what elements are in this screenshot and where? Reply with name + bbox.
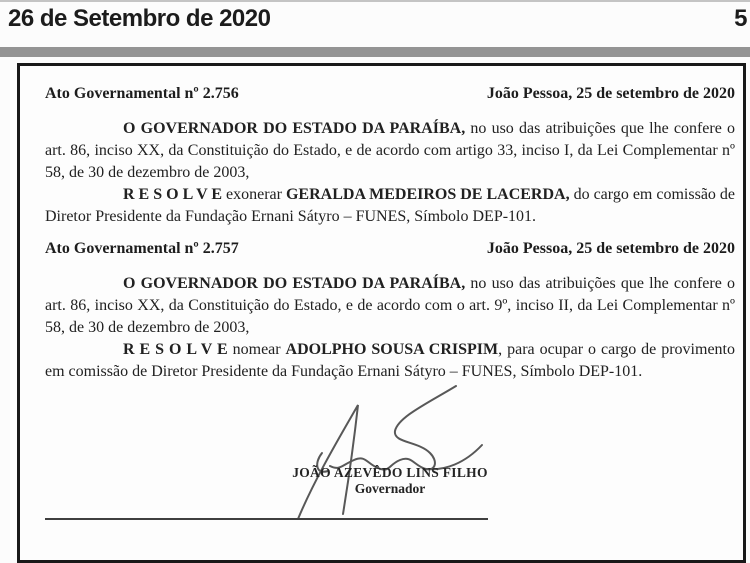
text-segment: GERALDA MEDEIROS DE LACERDA, [285, 186, 574, 203]
text-segment: no uso das atribuições que lhe confere o art. 86, inciso XX, da Constituição do Estado, e de acordo com o art. 9º, inciso II, da Lei Complementar nº 58, de 30 de dezembro de 2003, [45, 275, 735, 336]
act-2-header [45, 240, 735, 257]
text-segment: no uso das atribuições que lhe confere o art. 86, inciso XX, da Constituição do Estado, e de acordo com artigo 33, inciso I, da Lei Complementar nº 58, de 30 de dezembro de 2003, [45, 120, 735, 181]
act-1-paragraph-2 [45, 184, 735, 228]
text-segment: nomear [232, 341, 286, 358]
page-header [8, 5, 747, 33]
text-segment: R E S O L V E [123, 341, 233, 358]
signature-block [45, 383, 735, 524]
act-2 [45, 240, 735, 383]
act-2-place-date: João Pessoa, 25 de setembro de 2020 [486, 240, 735, 257]
act-2-paragraph-2 [45, 339, 735, 383]
act-2-paragraph-1 [45, 273, 735, 339]
act-2-title: Ato Governamental nº 2.757 [45, 240, 239, 257]
act-1-title: Ato Governamental nº 2.756 [45, 85, 239, 102]
header-date: 26 de Setembro de 2020 [8, 5, 271, 32]
signature-role: Governador [354, 481, 426, 496]
text-segment: exonerar [226, 186, 286, 203]
text-segment: R E S O L V E [123, 186, 227, 203]
text-segment: , para ocupar o cargo de provimento em comissão de Diretor Presidente da Fundação Ernani Sátyro – FUNES, Símbolo DEP-101. [45, 341, 735, 380]
top-hairline [0, 0, 750, 2]
text-segment: do cargo em comissão de Diretor Presidente da Fundação Ernani Sátyro – FUNES, Símbolo DEP-101. [45, 186, 736, 225]
signature-name: JOÃO AZEVÊDO LINS FILHO [292, 465, 488, 480]
header-page-number: 5 [734, 5, 747, 32]
text-segment: O GOVERNADOR DO ESTADO DA PARAÍBA, [123, 275, 471, 292]
text-segment: ADOLPHO SOUSA CRISPIM [285, 341, 499, 358]
next-section-top-rule [45, 518, 488, 520]
act-1-place-date: João Pessoa, 25 de setembro de 2020 [486, 85, 735, 102]
act-1-paragraph-1 [45, 118, 735, 184]
text-segment: O GOVERNADOR DO ESTADO DA PARAÍBA, [123, 120, 471, 137]
document-box [17, 63, 746, 563]
act-1-header [45, 85, 735, 102]
signature-scribble-icon [270, 383, 510, 523]
header-divider-bar [0, 47, 750, 57]
act-1 [45, 85, 735, 228]
